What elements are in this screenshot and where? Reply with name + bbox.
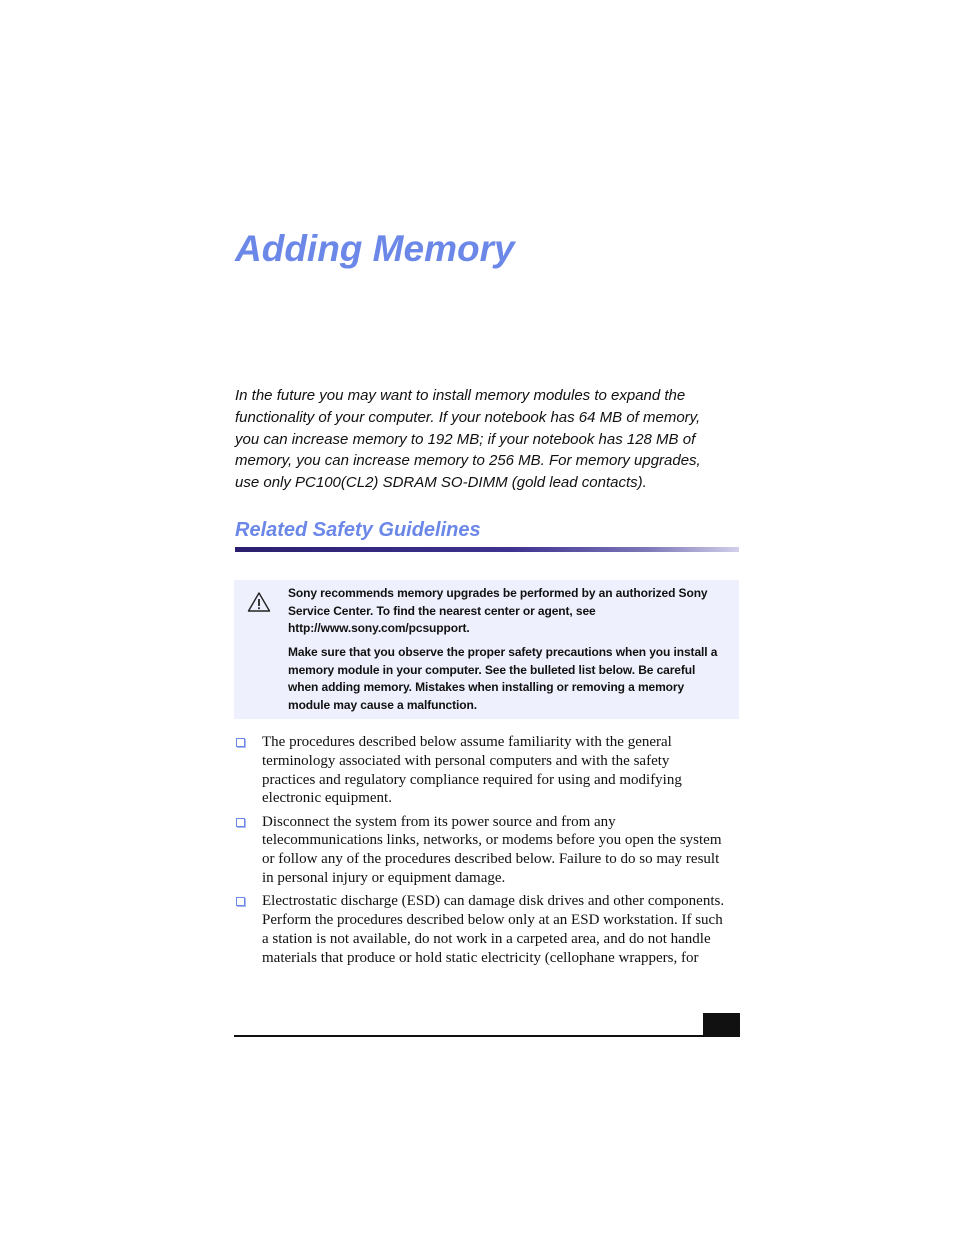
caution-line: when adding memory. Mistakes when installing or removing a memory xyxy=(288,680,685,694)
warning-triangle-icon xyxy=(247,591,271,613)
list-item-line: Electrostatic discharge (ESD) can damage disk drives and other components. xyxy=(262,893,725,910)
list-item-text xyxy=(262,892,739,967)
footer-rule xyxy=(234,1035,740,1037)
list-item-line: telecommunications links, networks, or modems before you open the system xyxy=(262,832,722,849)
caution-note xyxy=(234,580,739,719)
caution-text xyxy=(288,585,733,721)
intro-line: functionality of your computer. If your notebook has 64 MB of memory, xyxy=(235,408,701,426)
square-bullet-icon xyxy=(236,738,245,747)
caution-line: Service Center. To find the nearest center or agent, see xyxy=(288,603,596,618)
intro-line: In the future you may want to install memory modules to expand the xyxy=(235,387,686,404)
caution-paragraph xyxy=(288,585,733,638)
caution-paragraph xyxy=(288,644,733,714)
caution-line: memory module in your computer. See the bulleted list below. Be careful xyxy=(288,662,696,677)
list-item-text xyxy=(262,813,739,888)
caution-line: http://www.sony.com/pcsupport. xyxy=(288,621,470,635)
list-item-line: a station is not available, do not work in a carpeted area, and do not handle xyxy=(262,930,711,947)
list-item xyxy=(234,733,739,808)
list-item-line: practices and regulatory compliance required for using and modifying xyxy=(262,771,682,788)
caution-line: Make sure that you observe the proper safety precautions when you install a xyxy=(288,645,718,659)
intro-paragraph xyxy=(235,385,735,494)
square-bullet-icon xyxy=(236,818,245,827)
section-heading: Related Safety Guidelines xyxy=(235,519,481,541)
square-bullet-icon xyxy=(236,897,245,906)
safety-bullet-list xyxy=(234,733,739,972)
list-item-line: materials that produce or hold static electricity (cellophane wrappers, for xyxy=(262,949,699,966)
list-item-line: Perform the procedures described below only at an ESD workstation. If such xyxy=(262,912,723,929)
list-item-line: or follow any of the procedures described below. Failure to do so may result xyxy=(262,851,720,868)
section-divider xyxy=(235,547,739,552)
caution-line: module may cause a malfunction. xyxy=(288,697,477,712)
list-item-line: terminology associated with personal computers and with the safety xyxy=(262,752,670,769)
list-item xyxy=(234,813,739,888)
list-item-line: Disconnect the system from its power source and from any xyxy=(262,813,616,830)
list-item-line: The procedures described below assume familiarity with the general xyxy=(262,734,672,750)
intro-line: memory, you can increase memory to 256 MB. For memory upgrades, xyxy=(235,452,701,470)
list-item-text xyxy=(262,733,739,808)
page-number-tab xyxy=(703,1013,740,1037)
intro-line: use only PC100(CL2) SDRAM SO-DIMM (gold lead contacts). xyxy=(235,474,647,492)
page-title: Adding Memory xyxy=(235,228,515,269)
list-item xyxy=(234,892,739,967)
list-item-line: in personal injury or equipment damage. xyxy=(262,870,506,887)
intro-line: you can increase memory to 192 MB; if your notebook has 128 MB of xyxy=(235,430,696,448)
list-item-line: electronic equipment. xyxy=(262,790,392,807)
caution-line: Sony recommends memory upgrades be performed by an authorized Sony xyxy=(288,586,708,600)
